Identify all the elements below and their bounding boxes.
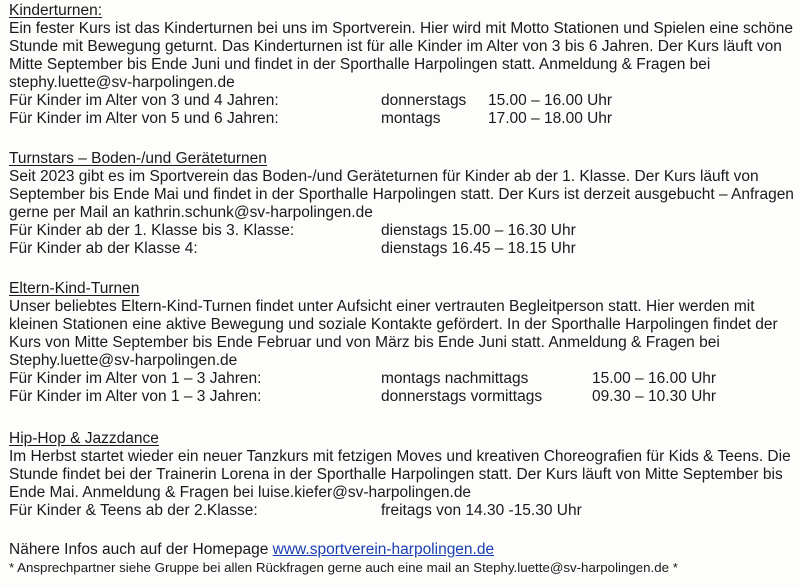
schedule-row	[9, 370, 794, 388]
schedule-row	[9, 388, 794, 406]
contact-note: * Ansprechpartner siehe Gruppe bei allen Rückfragen gerne auch eine mail an Stephy.luette@sv-harpolingen.de *	[9, 560, 678, 575]
section-text: Unser beliebtes Eltern-Kind-Turnen findet unter Aufsicht einer vertrauten Begleitperson statt. Hier werden mit kleinen Stationen eine aktive Bewegung und soziale Kontakte gefördert. In der Sporthalle Harpolingen findet der Kurs von Mitte September bis Ende Februar und von März bis Ende Juni statt. Anmeldung & Fragen bei Stephy.luette@sv-harpolingen.de	[9, 298, 778, 369]
footer	[9, 541, 794, 576]
section-text: Seit 2023 gibt es im Sportverein das Boden-/und Geräteturnen für Kinder ab der 1. Klasse. Der Kurs läuft von September bis Ende Mai und findet in der Sporthalle Harpolingen statt. Der Kurs ist derzeit ausgebucht – Anfragen gerne per Mail an kathrin.schunk@sv-harpolingen.de	[9, 168, 794, 221]
homepage-line	[9, 541, 794, 559]
schedule-day: montags	[381, 110, 441, 127]
schedule-time: 15.00 – 16.00 Uhr	[488, 92, 613, 109]
schedule-row	[9, 502, 794, 520]
schedule-day: freitags von 14.30 -15.30 Uhr	[381, 502, 582, 519]
schedule-group: Für Kinder ab der Klasse 4:	[9, 240, 198, 257]
section-heading: Turnstars – Boden-/und Geräteturnen	[9, 150, 267, 167]
section-kinderturnen	[9, 2, 794, 128]
schedule-group: Für Kinder im Alter von 1 – 3 Jahren:	[9, 388, 262, 405]
section-heading: Kinderturnen:	[9, 2, 103, 19]
schedule-day: dienstags 15.00 – 16.30 Uhr	[381, 222, 576, 239]
schedule-group: Für Kinder & Teens ab der 2.Klasse:	[9, 502, 258, 519]
section-text: Im Herbst startet wieder ein neuer Tanzkurs mit fetzigen Moves und kreativen Choreografien für Kids & Teens. Die Stunde findet bei der Trainerin Lorena in der Sporthalle Harpolingen statt. Der Kurs läuft von Mitte September bis Ende Mai. Anmeldung & Fragen bei luise.kiefer@sv-harpolingen.de	[9, 448, 791, 501]
section-heading: Eltern-Kind-Turnen	[9, 280, 140, 297]
schedule-row	[9, 92, 794, 110]
section-turnstars	[9, 150, 794, 258]
section-hip-hop-jazzdance	[9, 430, 794, 520]
schedule-time: 09.30 – 10.30 Uhr	[592, 388, 717, 405]
schedule-row	[9, 110, 794, 128]
schedule-group: Für Kinder im Alter von 3 und 4 Jahren:	[9, 92, 279, 109]
schedule-group: Für Kinder im Alter von 5 und 6 Jahren:	[9, 110, 279, 127]
homepage-link[interactable]: www.sportverein-harpolingen.de	[272, 541, 495, 558]
section-text: Ein fester Kurs ist das Kinderturnen bei uns im Sportverein. Hier wird mit Motto Stationen und Spielen eine schöne Stunde mit Bewegung geturnt. Das Kinderturnen ist für alle Kinder im Alter von 3 bis 6 Jahren. Der Kurs läuft von Mitte September bis Ende Juni und findet in der Sporthalle Harpolingen statt. Anmeldung & Fragen bei stephy.luette@sv-harpolingen.de	[9, 20, 794, 91]
schedule-day: donnerstags vormittags	[381, 388, 543, 405]
section-eltern-kind-turnen	[9, 280, 794, 406]
schedule-row	[9, 222, 794, 240]
schedule-day: donnerstags	[381, 92, 467, 109]
schedule-day: dienstags 16.45 – 18.15 Uhr	[381, 240, 576, 257]
homepage-prefix: Nähere Infos auch auf der Homepage	[9, 541, 273, 558]
schedule-time: 15.00 – 16.00 Uhr	[592, 370, 717, 387]
schedule-group: Für Kinder im Alter von 1 – 3 Jahren:	[9, 370, 262, 387]
schedule-time: 17.00 – 18.00 Uhr	[488, 110, 613, 127]
schedule-row	[9, 240, 794, 258]
schedule-group: Für Kinder ab der 1. Klasse bis 3. Klasse:	[9, 222, 295, 239]
section-heading: Hip-Hop & Jazzdance	[9, 430, 159, 447]
schedule-day: montags nachmittags	[381, 370, 529, 387]
